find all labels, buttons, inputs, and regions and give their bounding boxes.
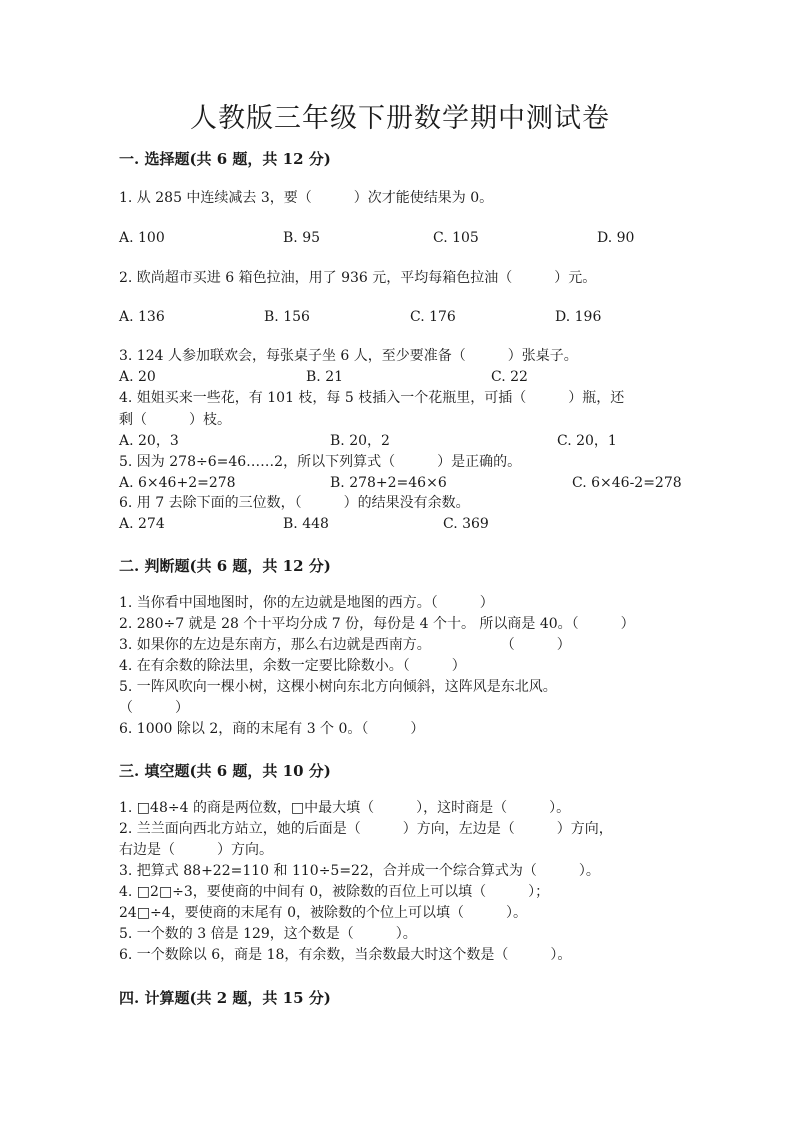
judge-line-3: 3. 如果你的左边是东南方，那么右边就是西南方。 （ ） — [119, 637, 571, 653]
question-3: 3. 124 人参加联欢会，每张桌子坐 6 人，至少要准备（ ）张桌子。 — [119, 348, 578, 364]
q4-option-b: B. 20，2 — [330, 433, 390, 449]
q2-option-d: D. 196 — [555, 309, 602, 325]
question-1: 1. 从 285 中连续减去 3，要（ ）次才能使结果为 0。 — [119, 190, 494, 206]
fill-line-1: 1. □48÷4 的商是两位数，□中最大填（ ），这时商是（ ）。 — [119, 800, 571, 816]
q6-option-a: A. 274 — [119, 516, 165, 532]
q1-option-a: A. 100 — [119, 230, 165, 246]
fill-line-6: 6. 一个数除以 6，商是 18，有余数，当余数最大时这个数是（ ）。 — [119, 947, 572, 963]
fill-line-4: 4. □2□÷3，要使商的中间有 0，被除数的百位上可以填（ ）； — [119, 884, 550, 900]
judge-line-4: 4. 在有余数的除法里，余数一定要比除数小。（ ） — [119, 658, 466, 674]
q3-option-a: A. 20 — [119, 369, 156, 385]
section-4-heading: 四. 计算题(共 2 题，共 15 分) — [119, 989, 331, 1007]
section-3-heading: 三. 填空题(共 6 题，共 10 分) — [119, 762, 331, 780]
fill-line-2-cont: 右边是（ ）方向。 — [119, 842, 273, 858]
q1-option-b: B. 95 — [283, 230, 321, 246]
question-2: 2. 欧尚超市买进 6 箱色拉油，用了 936 元，平均每箱色拉油（ ）元。 — [119, 270, 597, 286]
q1-option-d: D. 90 — [597, 230, 635, 246]
q2-option-c: C. 176 — [410, 309, 456, 325]
fill-line-5: 5. 一个数的 3 倍是 129，这个数是（ ）。 — [119, 926, 417, 942]
q5-option-c: C. 6×46-2=278 — [572, 475, 682, 491]
q4-option-a: A. 20，3 — [119, 433, 179, 449]
q2-option-b: B. 156 — [264, 309, 310, 325]
fill-line-3: 3. 把算式 88+22=110 和 110÷5=22，合并成一个综合算式为（ ）。 — [119, 863, 600, 879]
fill-line-2: 2. 兰兰面向西北方站立，她的后面是（ ）方向，左边是（ ）方向， — [119, 821, 613, 837]
q3-option-b: B. 21 — [306, 369, 344, 385]
judge-line-5-cont: （ ） — [119, 700, 189, 716]
judge-line-1: 1. 当你看中国地图时，你的左边就是地图的西方。（ ） — [119, 595, 494, 611]
section-2-heading: 二. 判断题(共 6 题，共 12 分) — [119, 557, 331, 575]
q4-option-c: C. 20，1 — [557, 433, 617, 449]
question-4-line-2: 剩（ ）枝。 — [119, 412, 231, 428]
exam-title: 人教版三年级下册数学期中测试卷 — [190, 103, 610, 134]
question-4-line-1: 4. 姐姐买来一些花，有 101 枝，每 5 枝插入一个花瓶里，可插（ ）瓶，还 — [119, 390, 625, 406]
q6-option-b: B. 448 — [283, 516, 329, 532]
judge-line-5: 5. 一阵风吹向一棵小树，这棵小树向东北方向倾斜，这阵风是东北风。 — [119, 679, 557, 695]
q6-option-c: C. 369 — [443, 516, 489, 532]
fill-line-4-cont: 24□÷4，要使商的末尾有 0，被除数的个位上可以填（ ）。 — [119, 905, 528, 921]
section-1-heading: 一. 选择题(共 6 题，共 12 分) — [119, 150, 331, 168]
q1-option-c: C. 105 — [433, 230, 479, 246]
q5-option-b: B. 278+2=46×6 — [330, 475, 447, 491]
q3-option-c: C. 22 — [491, 369, 528, 385]
q5-option-a: A. 6×46+2=278 — [119, 475, 236, 491]
question-6: 6. 用 7 去除下面的三位数，（ ）的结果没有余数。 — [119, 495, 470, 511]
judge-line-6: 6. 1000 除以 2，商的末尾有 3 个 0。（ ） — [119, 721, 425, 737]
question-5: 5. 因为 278÷6=46……2，所以下列算式（ ）是正确的。 — [119, 454, 522, 470]
judge-line-2: 2. 280÷7 就是 28 个十平均分成 7 份，每份是 4 个十。 所以商是 40。（ ） — [119, 616, 635, 632]
q2-option-a: A. 136 — [119, 309, 165, 325]
